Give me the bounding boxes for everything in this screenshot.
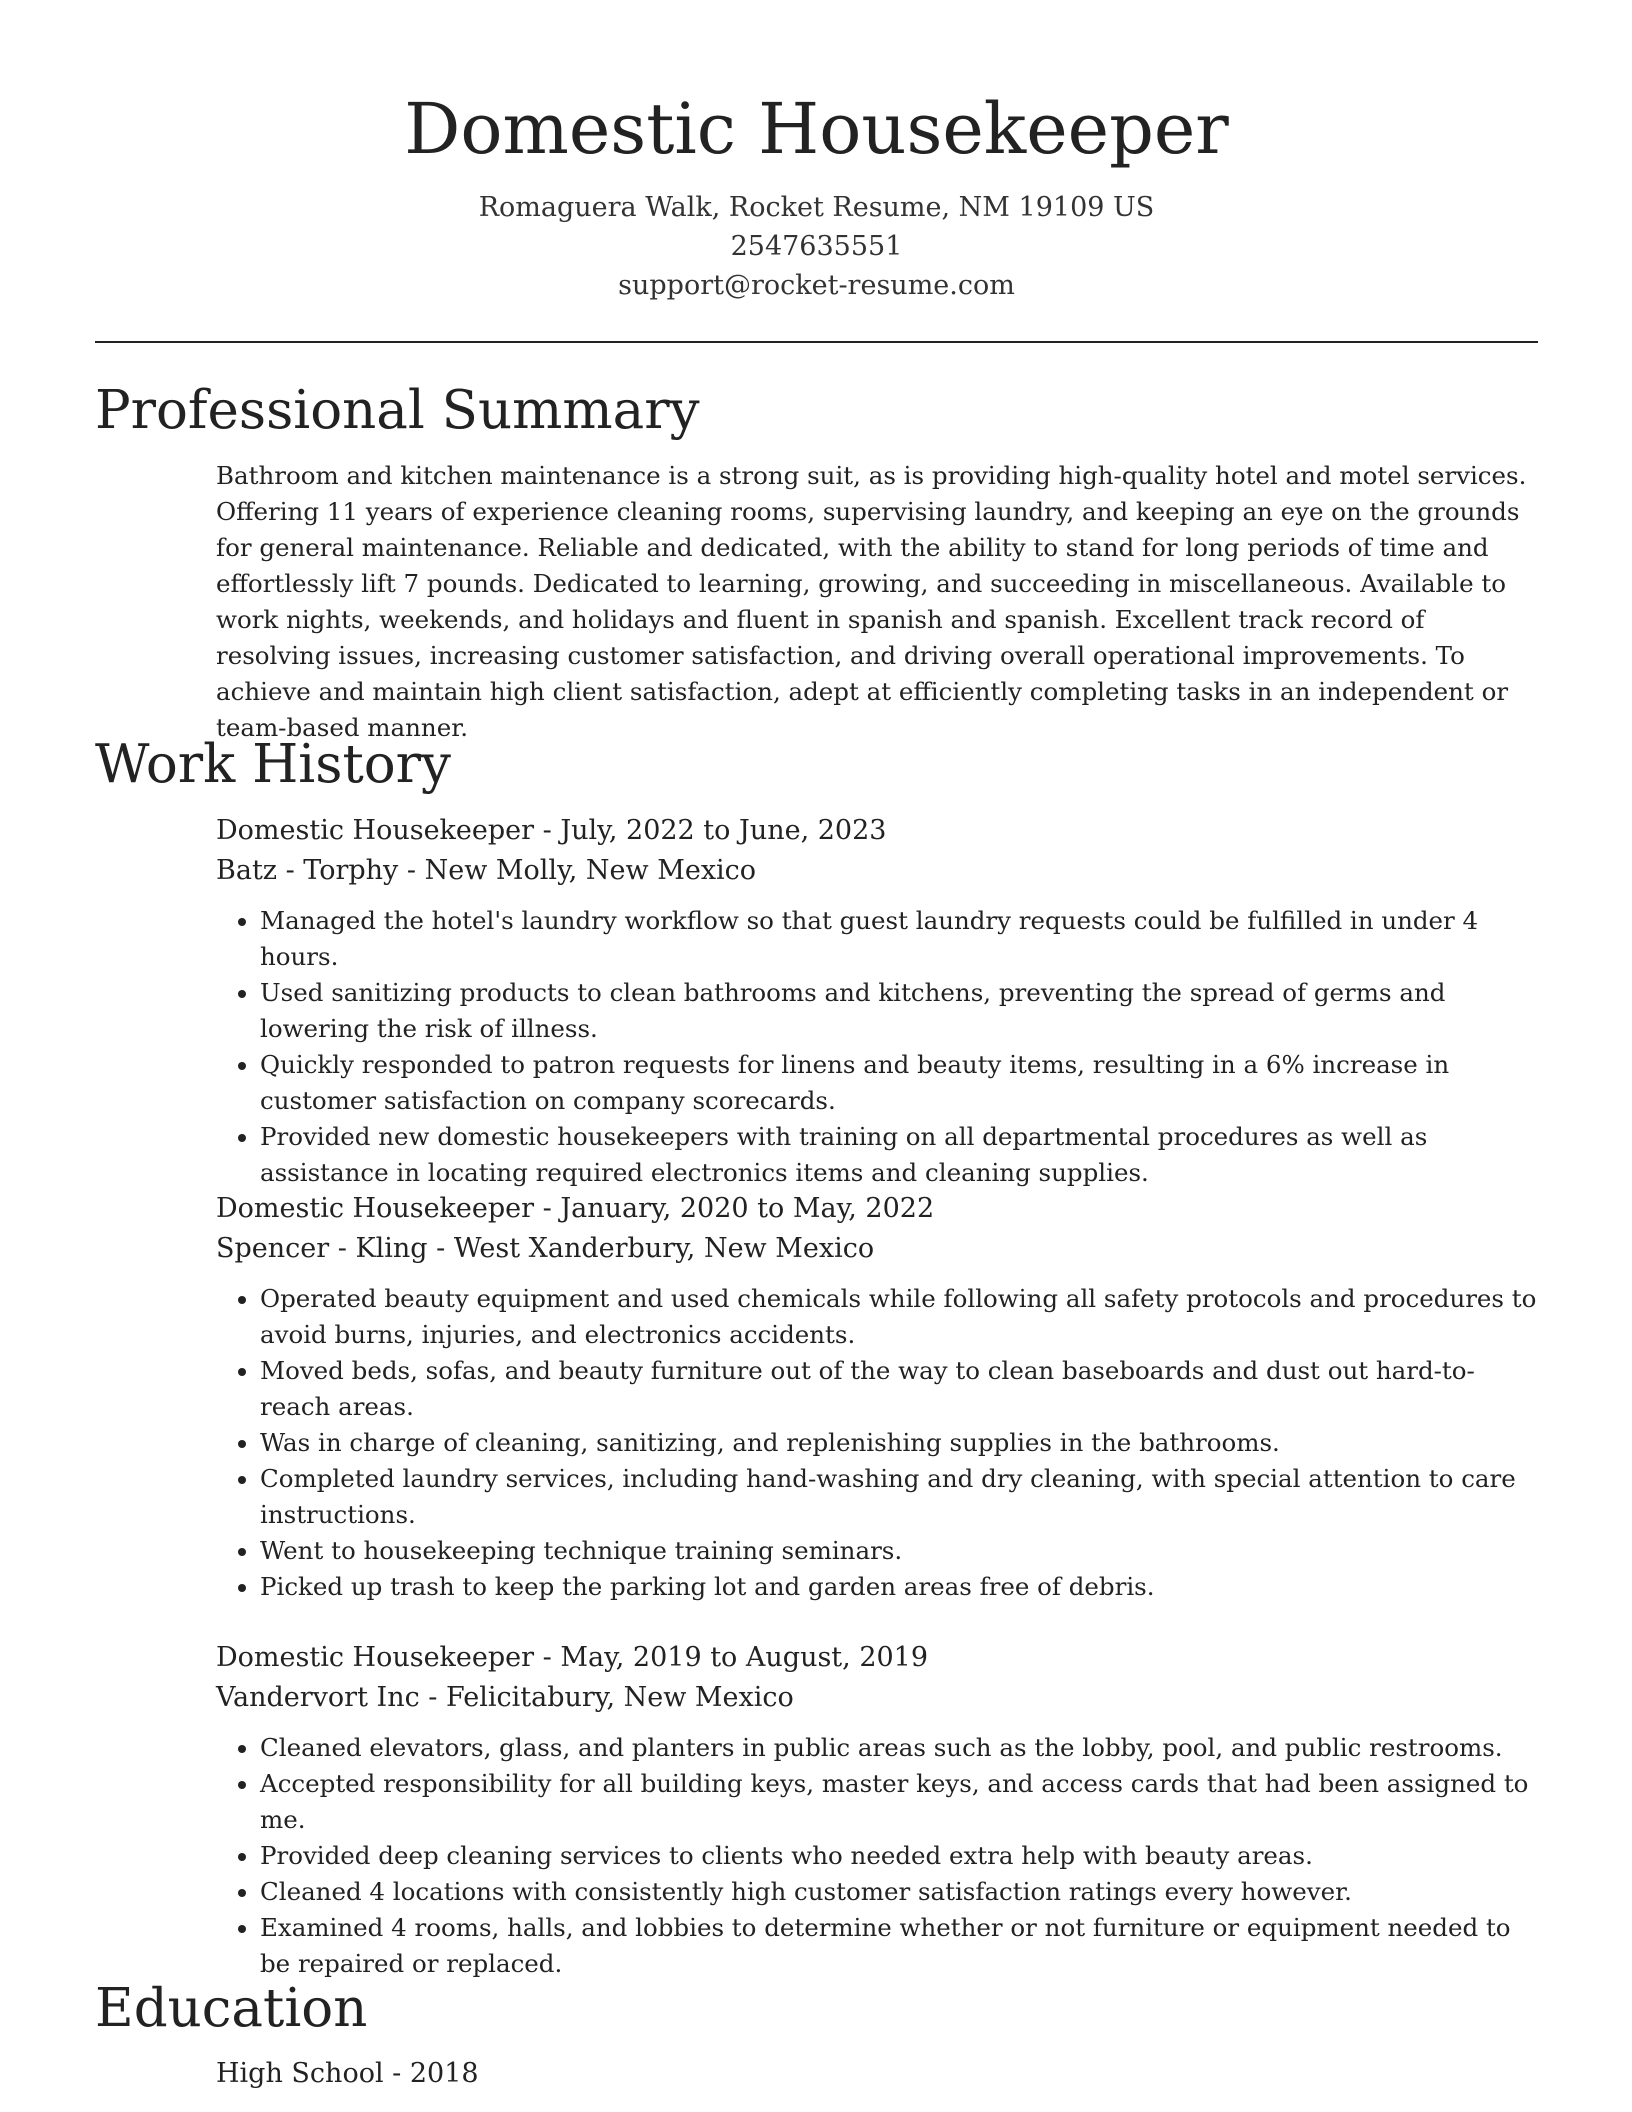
job-entry (216, 811, 1541, 1191)
contact-phone: 2547635551 (730, 231, 903, 262)
job-bullets (216, 903, 1541, 1191)
job-bullet: • Operated beauty equipment and used chemicals while following all safety protocols and procedures to avoid burns, injuries, and electronics accidents. (260, 1281, 1541, 1353)
job-bullet: • Moved beds, sofas, and beauty furniture out of the way to clean baseboards and dust out hard-to-reach areas. (260, 1353, 1541, 1425)
contact-email: support@rocket-resume.com (618, 270, 1015, 301)
summary-section (216, 458, 1541, 746)
education-heading: Education (95, 1978, 368, 2039)
job-bullet: • Was in charge of cleaning, sanitizing, and replenishing supplies in the bathrooms. (260, 1425, 1541, 1461)
job-role: Domestic Housekeeper (216, 1193, 535, 1224)
job-title-line (216, 811, 1541, 851)
job-company-line (216, 1678, 1541, 1718)
header-divider (95, 341, 1538, 343)
job-title-line (216, 1638, 1541, 1678)
education-year: - 2018 (383, 2058, 479, 2089)
job-role: Domestic Housekeeper (216, 1642, 535, 1673)
candidate-name: Domestic Housekeeper (404, 88, 1229, 170)
work-history-heading: Work History (95, 734, 451, 795)
job-role: Domestic Housekeeper (216, 815, 535, 846)
job-company: Vandervort Inc (216, 1682, 420, 1713)
job-bullet: • Provided new domestic housekeepers with training on all departmental procedures as well as assistance in locating required electronics items and cleaning supplies. (260, 1119, 1541, 1191)
job-bullet: • Went to housekeeping technique training seminars. (260, 1533, 1541, 1569)
job-dates: - January, 2020 to May, 2022 (534, 1193, 935, 1224)
job-bullet: • Used sanitizing products to clean bathrooms and kitchens, preventing the spread of germs and lowering the risk of illness. (260, 975, 1541, 1047)
summary-text: Bathroom and kitchen maintenance is a strong suit, as is providing high-quality hotel and motel services. Offering 11 years of experience cleaning rooms, supervising laundry, and keeping an eye on the grounds for general maintenance. Reliable and dedicated, with the ability to stand for long periods of time and effortlessly lift 7 pounds. Dedicated to learning, growing, and succeeding in miscellaneous. Available to work nights, weekends, and holidays and fluent in spanish and spanish. Excellent track record of resolving issues, increasing customer satisfaction, and driving overall operational improvements. To achieve and maintain high client satisfaction, adept at efficiently completing tasks in an independent or team-based manner. (216, 461, 1527, 742)
education-degree: High School (216, 2058, 384, 2089)
job-bullet: • Quickly responded to patron requests for linens and beauty items, resulting in a 6% increase in customer satisfaction on company scorecards. (260, 1047, 1541, 1119)
job-bullet: • Accepted responsibility for all building keys, master keys, and access cards that had been assigned to me. (260, 1766, 1541, 1838)
job-bullet: • Completed laundry services, including hand-washing and dry cleaning, with special attention to care instructions. (260, 1461, 1541, 1533)
job-company: Batz - Torphy (216, 855, 399, 886)
job-location: - New Molly, New Mexico (398, 855, 757, 886)
job-bullet: • Provided deep cleaning services to clients who needed extra help with beauty areas. (260, 1838, 1541, 1874)
job-dates: - May, 2019 to August, 2019 (534, 1642, 929, 1673)
job-title-line (216, 1189, 1541, 1229)
contact-address: Romaguera Walk, Rocket Resume, NM 19109 US (478, 192, 1155, 223)
job-bullets (216, 1281, 1541, 1605)
job-company: Spencer - Kling (216, 1233, 428, 1264)
job-bullet: • Managed the hotel's laundry workflow so that guest laundry requests could be fulfilled in under 4 hours. (260, 903, 1541, 975)
job-bullet: • Examined 4 rooms, halls, and lobbies to determine whether or not furniture or equipment needed to be repaired or replaced. (260, 1910, 1541, 1982)
resume-header (95, 84, 1538, 305)
contact-block (95, 188, 1538, 305)
job-company-line (216, 851, 1541, 891)
job-entry (216, 1638, 1541, 1982)
job-bullet: • Picked up trash to keep the parking lot and garden areas free of debris. (260, 1569, 1541, 1605)
job-bullet: • Cleaned elevators, glass, and planters in public areas such as the lobby, pool, and public restrooms. (260, 1730, 1541, 1766)
job-bullets (216, 1730, 1541, 1982)
job-location: - West Xanderbury, New Mexico (427, 1233, 875, 1264)
education-line (216, 2054, 1541, 2094)
summary-heading: Professional Summary (95, 380, 700, 441)
job-entry (216, 1189, 1541, 1605)
job-bullet: • Cleaned 4 locations with consistently high customer satisfaction ratings every however. (260, 1874, 1541, 1910)
job-location: - Felicitabury, New Mexico (419, 1682, 794, 1713)
education-entry (216, 2054, 1541, 2094)
job-company-line (216, 1229, 1541, 1269)
job-dates: - July, 2022 to June, 2023 (534, 815, 887, 846)
